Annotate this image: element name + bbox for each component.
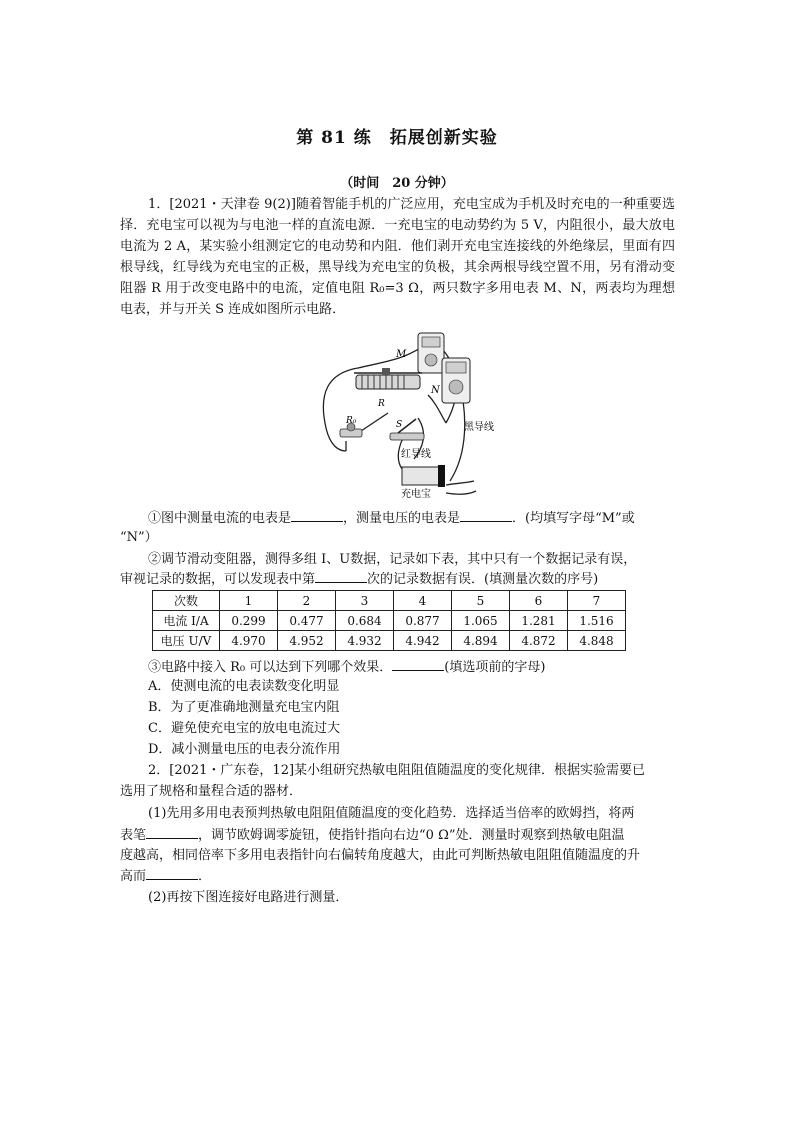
power-bank-icon	[402, 465, 445, 487]
table-row: 电流 I/A 0.299 0.477 0.684 0.877 1.065 1.281 1.516	[153, 611, 626, 631]
label-red-wire: 红导线	[401, 449, 431, 460]
data-table	[152, 590, 626, 651]
option-b: B．为了更准确地测量充电宝内阻	[148, 700, 340, 715]
q2-p1-line3: 度越高，相同倍率下多用电表指针向右偏转角度越大，由此可判断热敏电阻阻值随温度的升	[120, 848, 641, 863]
table-row: 次数 1 2 3 4 5 6 7	[153, 591, 626, 611]
rheostat-icon	[354, 368, 422, 389]
option-c: C．避免使充电宝的放电电流过大	[148, 721, 340, 736]
time-limit: （时间 20 分钟）	[340, 176, 454, 191]
label-s: S	[396, 420, 403, 430]
q2-p1-line1: (1)先用多用电表预判热敏电阻阻值随温度的变化趋势．选择适当倍率的欧姆挡，将两	[148, 806, 635, 821]
q1-sub1-line2: “N”）	[120, 530, 158, 545]
label-m: M	[396, 349, 407, 360]
q1-sub1-line1: ①图中测量电流的电表是 ，测量电压的电表是 ．(均填写字母“M”或	[148, 508, 635, 529]
answer-blank-error-trial[interactable]	[315, 569, 367, 583]
page-title: 第 81 练 拓展创新实验	[296, 128, 498, 148]
option-d: D．减小测量电压的电表分流作用	[148, 742, 341, 757]
label-black-wire: 黑导线	[464, 422, 494, 433]
q1-intro: 1．[2021・天津卷 9(2)]随着智能手机的广泛应用，充电宝成为手机及时充电的一种重要选择．充电宝可以视为与电池一样的直流电源．一充电宝的电动势约为 5 V，内阻很小，最大放电电流为 2 A，某实验小组测定它的电动势和内阻．他们剥开充电宝连接线的外绝缘层，里面有四根导线，红导线为充电宝的正极，黑导线为充电宝的负极，其余两根导线空置不用，另有滑动变阻器 R 用于改变电路中的电流，定值电阻 R₀=3 Ω，两只数字多用电表 M、N，两表均为理想电表，并与开关 S 连成如图所示电路．	[120, 197, 675, 317]
q2-intro-line2: 选用了规格和量程合适的器材．	[120, 784, 303, 799]
label-r: R	[378, 399, 385, 409]
meter-m-icon	[418, 333, 444, 373]
answer-blank-voltage-meter[interactable]	[460, 508, 512, 522]
q2-p1-line4: 高而 ．	[120, 866, 211, 887]
table-row: 电压 U/V 4.970 4.952 4.932 4.942 4.894 4.872 4.848	[153, 631, 626, 651]
label-power-bank: 充电宝	[401, 489, 431, 500]
answer-blank-current-meter[interactable]	[291, 508, 343, 522]
answer-blank-probes[interactable]	[146, 825, 198, 839]
answer-blank-trend[interactable]	[146, 866, 198, 880]
circuit-figure	[318, 333, 494, 501]
option-a: A．使测电流的电表读数变化明显	[148, 679, 340, 694]
q2-p2: (2)再按下图连接好电路进行测量．	[148, 890, 349, 905]
answer-blank-r0-effect[interactable]	[392, 657, 444, 671]
meter-n-icon	[442, 358, 470, 403]
label-n: N	[431, 385, 440, 396]
q1-sub2-line2: 审视记录的数据，可以发现表中第 次的记录数据有误．(填测量次数的序号)	[120, 569, 598, 590]
q2-intro-line1: 2．[2021・广东卷，12]某小组研究热敏电阻阻值随温度的变化规律．根据实验需要已	[148, 763, 646, 778]
label-r0: R₀	[346, 416, 357, 426]
q1-sub2-line1: ②调节滑动变阻器，测得多组 I、U数据，记录如下表，其中只有一个数据记录有误，	[148, 552, 637, 567]
q2-p1-line2: 表笔 ，调节欧姆调零旋钮，使指针指向右边“0 Ω”处．测量时观察到热敏电阻温	[120, 825, 625, 846]
q1-sub3: ③电路中接入 R₀ 可以达到下列哪个效果． (填选项前的字母)	[148, 657, 545, 678]
